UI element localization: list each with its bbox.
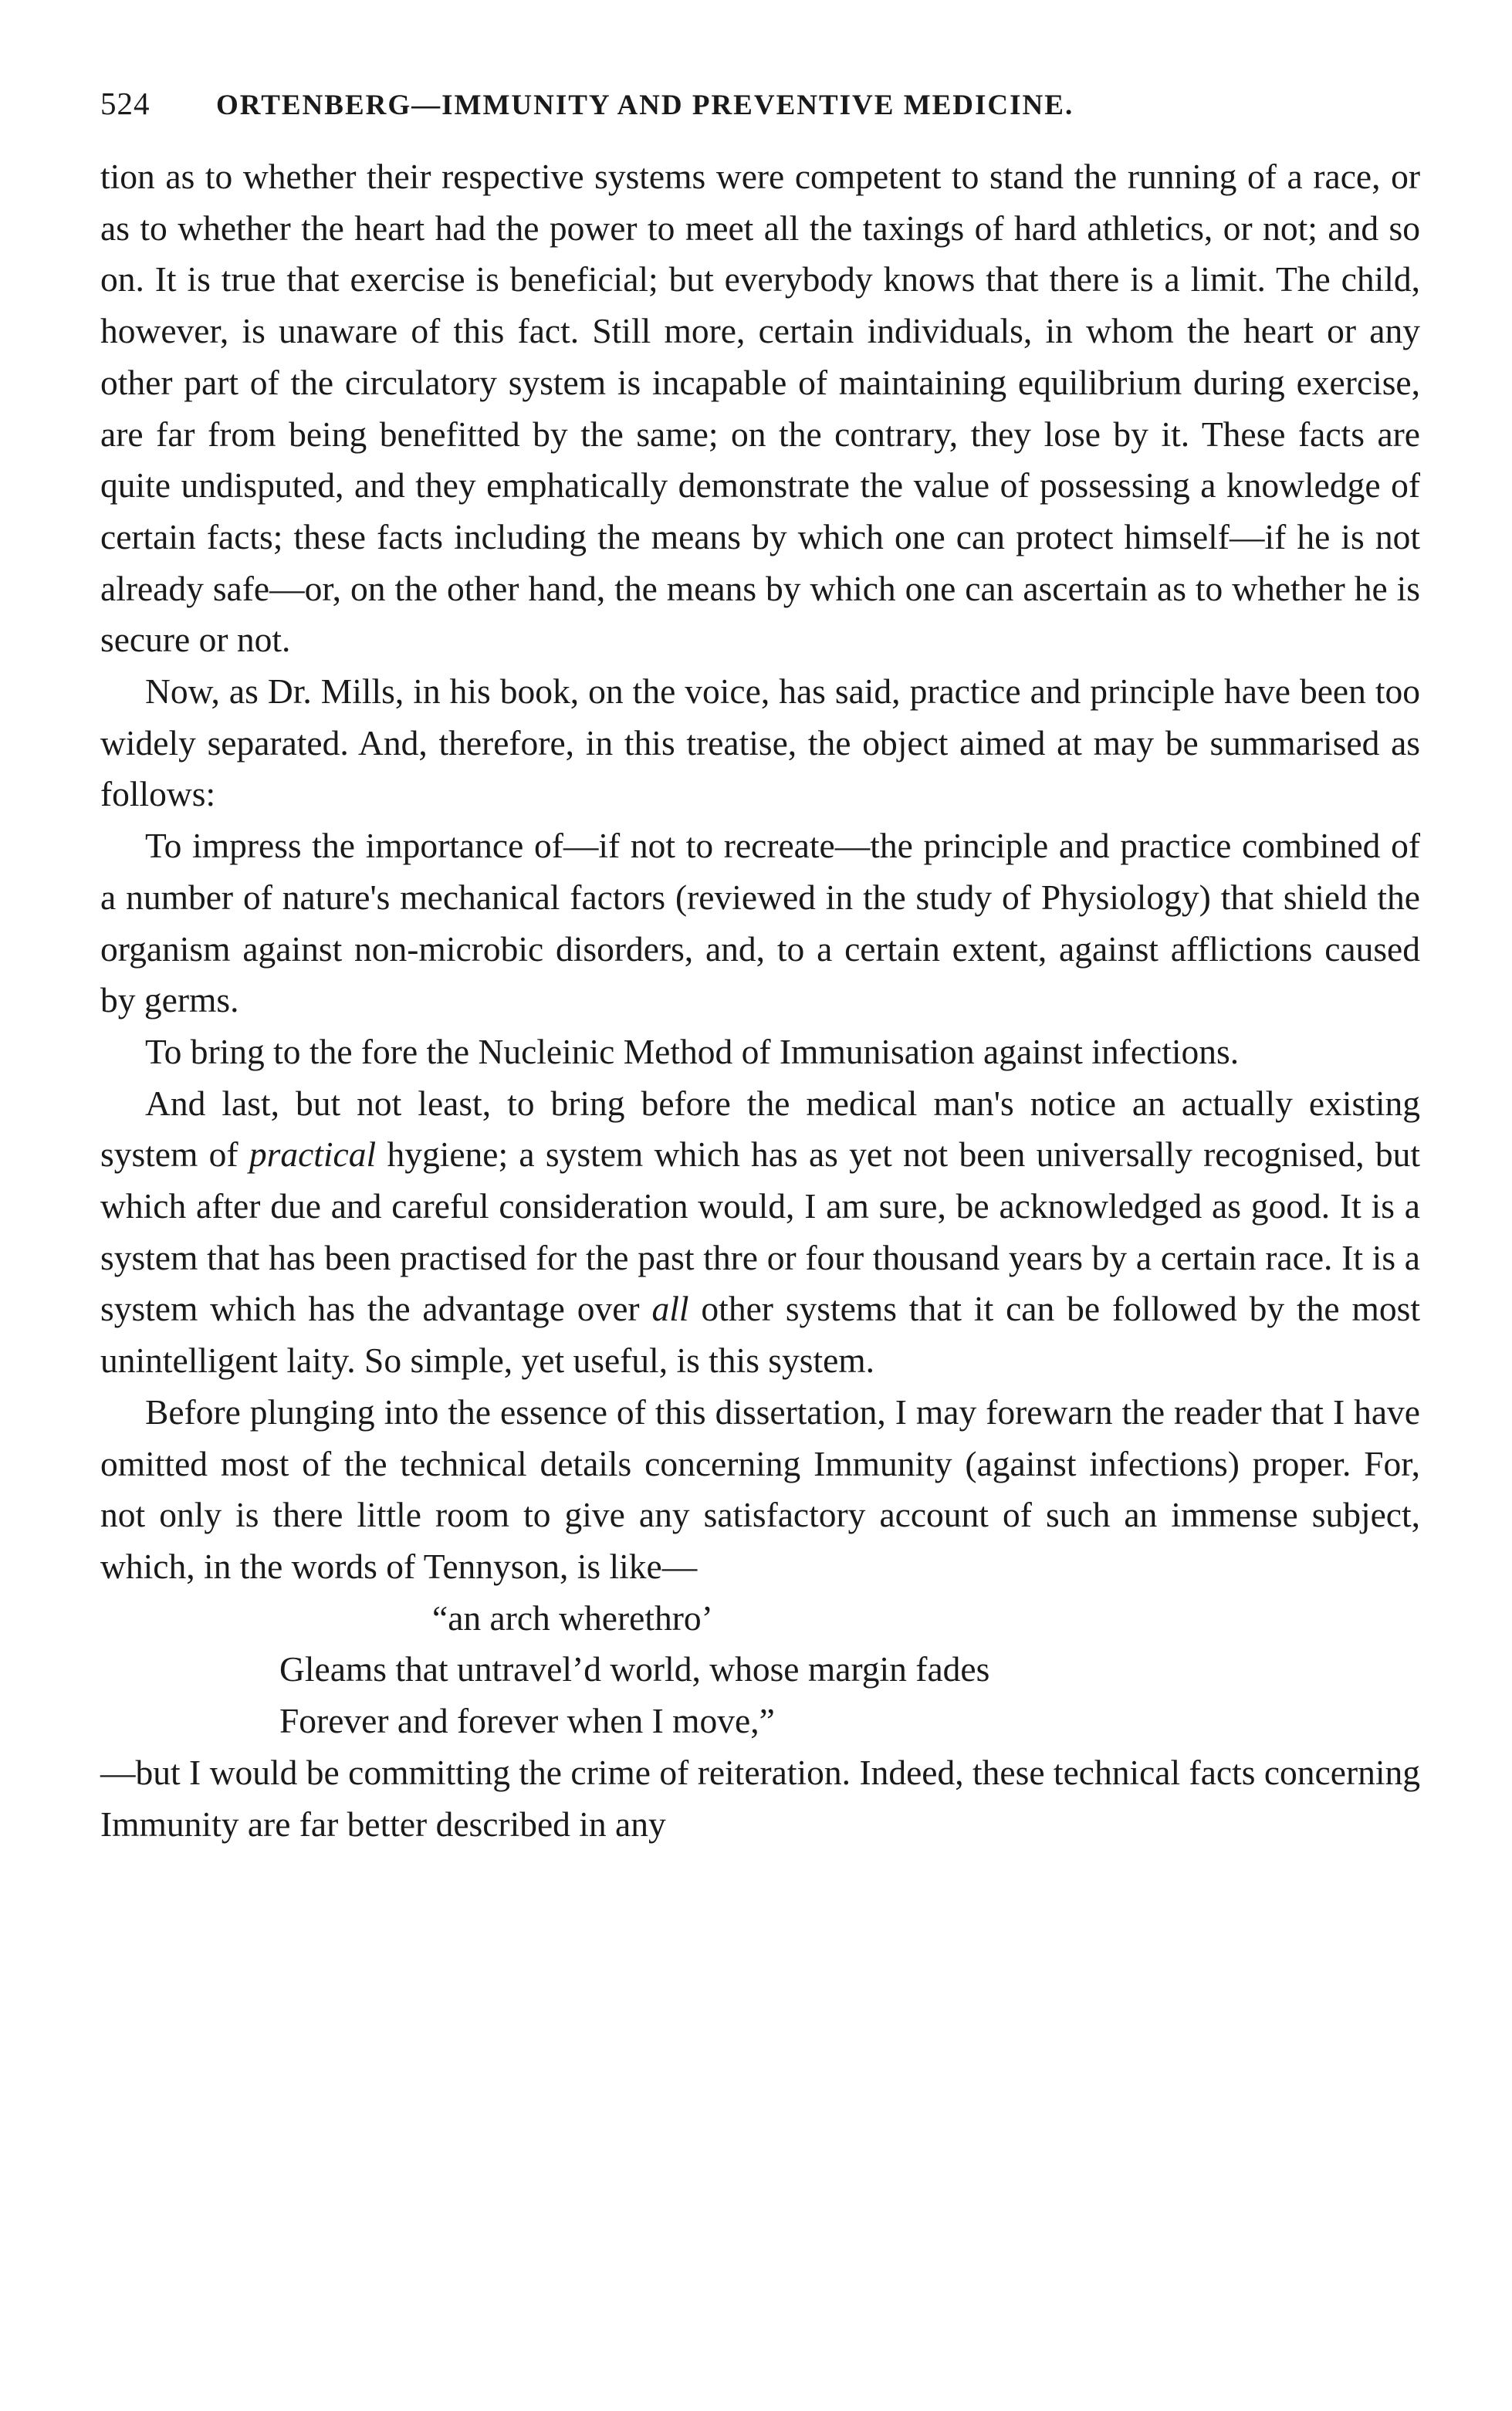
quote-line: Gleams that untravel’d world, whose margin fades <box>279 1649 990 1689</box>
italic-text: practical <box>249 1134 377 1175</box>
paragraph-text: And last, but not least, to bring before the medical man's notice an actually existing system of <box>100 1083 1420 1175</box>
closing-paragraph: —but I would be committing the crime of reiteration. Indeed, these technical facts concerning Immunity are far better described in any <box>100 1752 1420 1844</box>
paragraph: Now, as Dr. Mills, in his book, on the voice, has said, practice and principle have been too widely separated. And, therefore, in this treatise, the object aimed at may be summarised as follows: <box>100 671 1420 814</box>
paragraph-continued: tion as to whether their respective systems were competent to stand the running of a race, or as to whether the heart had the power to meet all the taxings of hard athletics, or not; and so on. It is true that exercise is beneficial; but everybody knows that there is a limit. The child, however, is unaware of this fact. Still more, certain individuals, in whom the heart or any other part of the circulatory system is incapable of maintaining equilibrium during exercise, are far from being benefitted by the same; on the contrary, they lose by it. These facts are quite undisputed, and they emphatically demonstrate the value of possessing a knowledge of certain facts; these facts including the means by which one can protect himself—if he is not already safe—or, on the other hand, the means by which one can ascertain as to whether he is secure or not. <box>100 157 1420 660</box>
paragraph: To bring to the fore the Nucleinic Method of Immunisation against infections. <box>145 1031 1240 1071</box>
running-header <box>100 85 1420 122</box>
page-number: 524 <box>100 86 151 121</box>
italic-text: all <box>651 1289 689 1329</box>
paragraph: Before plunging into the essence of this dissertation, I may forewarn the reader that I have omitted most of the technical details concerning Immunity (against infections) proper. For, not only is there little room to give any satisfactory account of such an immense subject, which, in the words of Tennyson, is like— <box>100 1391 1420 1586</box>
paragraph-text: other systems that it can be followed by the most unintelligent laity. So simple, yet useful, is this system. <box>100 1289 1421 1381</box>
paragraph: To impress the importance of—if not to recreate—the principle and practice combined of a number of nature's mechanical factors (reviewed in the study of Physiology) that shield the organism against non-microbic disorders, and, to a certain extent, against afflictions caused by germs. <box>100 826 1420 1020</box>
document-page <box>100 85 1420 1850</box>
quote-line: “an arch wherethro’ <box>432 1598 713 1638</box>
quote-line: Forever and forever when I move,” <box>279 1701 775 1741</box>
body-text <box>100 151 1420 1593</box>
paragraph <box>100 1078 1420 1387</box>
paragraph-text: hygiene; a system which has as yet not been universally recognised, but which after due and careful consideration would, I am sure, be acknowledged as good. It is a system that has been practised for the past thre or four thousand years by a certain race. It is a system which has the advantage over <box>100 1134 1420 1329</box>
poetry-quote <box>100 1593 1420 1747</box>
running-title: ORTENBERG—IMMUNITY AND PREVENTIVE MEDICINE. <box>216 90 1074 121</box>
